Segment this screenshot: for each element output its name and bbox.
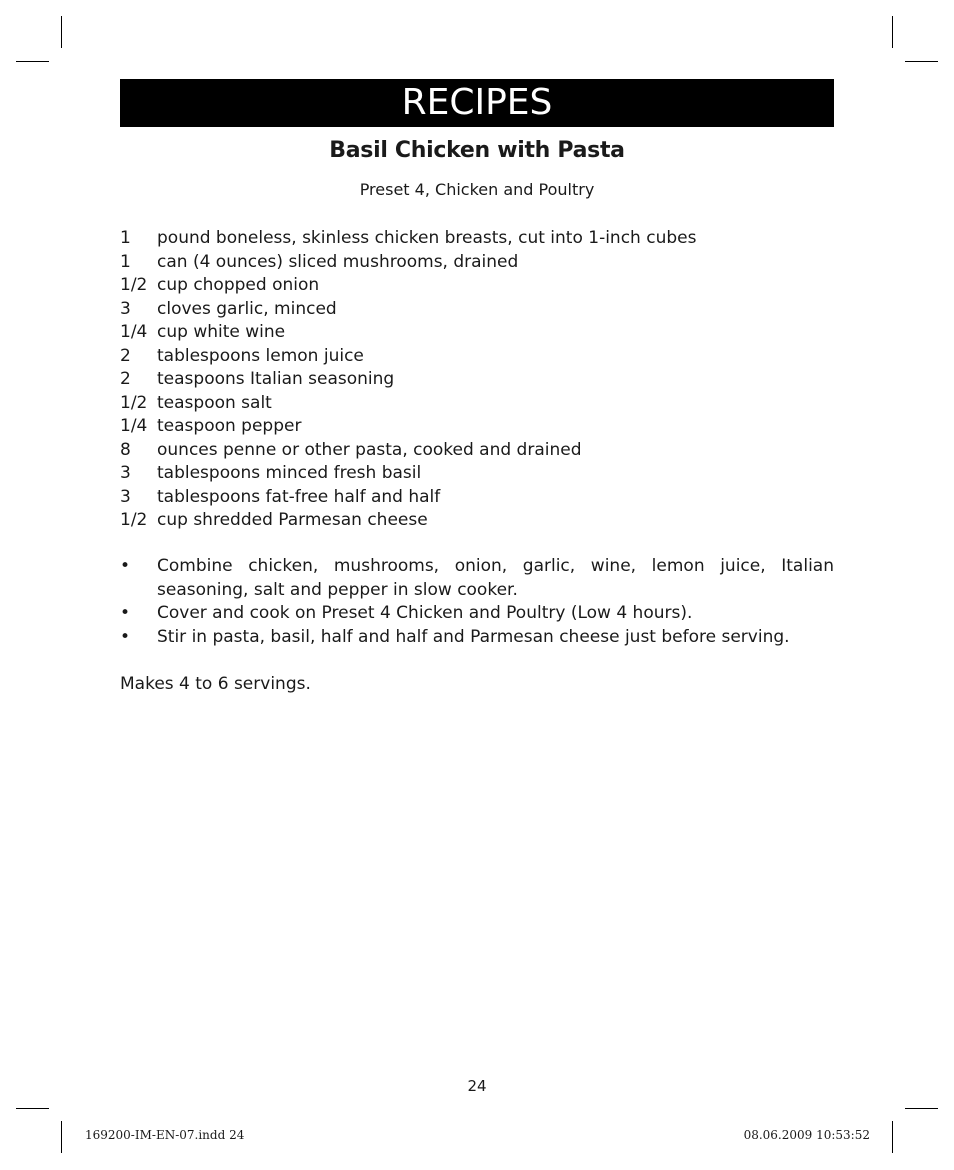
- ingredient-text: tablespoons minced fresh basil: [157, 463, 422, 483]
- ingredient-quantity: 3: [120, 486, 131, 507]
- bullet-icon: •: [120, 556, 131, 576]
- crop-mark-bottom-left-vertical: [61, 1121, 62, 1153]
- crop-mark-bottom-left-horizontal: [16, 1108, 49, 1109]
- ingredient-quantity: 1/4: [120, 416, 148, 436]
- ingredient-row: [120, 368, 834, 392]
- ingredient-row: [120, 392, 834, 416]
- recipes-banner: RECIPES: [120, 79, 834, 127]
- instruction-item: [120, 555, 834, 602]
- ingredient-row: [120, 345, 834, 369]
- ingredient-quantity: 1/2: [120, 510, 148, 530]
- crop-mark-top-left-vertical: [61, 16, 62, 48]
- ingredient-text: cup chopped onion: [157, 275, 320, 295]
- print-file-slug: 169200-IM-EN-07.indd 24: [85, 1128, 245, 1142]
- ingredient-quantity: 8: [120, 439, 131, 460]
- ingredient-quantity: 3: [120, 298, 131, 319]
- ingredient-quantity: 3: [120, 463, 131, 483]
- servings-yield: Makes 4 to 6 servings.: [120, 674, 311, 694]
- bullet-icon: •: [120, 603, 131, 623]
- instruction-text: Stir in pasta, basil, half and half and Parmesan cheese just before serving.: [157, 626, 790, 647]
- print-timestamp: 08.06.2009 10:53:52: [743, 1128, 870, 1142]
- ingredient-row: [120, 415, 834, 439]
- instruction-item: [120, 626, 834, 650]
- crop-mark-top-left-horizontal: [16, 61, 49, 62]
- ingredient-quantity: 2: [120, 369, 131, 389]
- ingredient-quantity: 1/2: [120, 275, 148, 295]
- ingredient-text: cloves garlic, minced: [157, 298, 337, 319]
- ingredient-text: ounces penne or other pasta, cooked and drained: [157, 439, 582, 460]
- crop-mark-bottom-right-horizontal: [905, 1108, 938, 1109]
- instruction-item: [120, 602, 834, 626]
- recipe-title: Basil Chicken with Pasta: [329, 138, 625, 163]
- ingredient-row: [120, 462, 834, 486]
- ingredient-text: cup shredded Parmesan cheese: [157, 510, 428, 530]
- ingredient-list: [120, 227, 834, 533]
- ingredient-text: can (4 ounces) sliced mushrooms, drained: [157, 251, 519, 272]
- ingredient-text: teaspoon salt: [157, 392, 272, 413]
- ingredient-text: cup white wine: [157, 322, 286, 342]
- ingredient-row: [120, 298, 834, 322]
- ingredient-text: pound boneless, skinless chicken breasts, cut into 1-inch cubes: [157, 228, 697, 248]
- instruction-list: [120, 555, 834, 649]
- ingredient-row: [120, 486, 834, 510]
- recipe-subtitle: Preset 4, Chicken and Poultry: [359, 180, 595, 199]
- ingredient-text: teaspoons Italian seasoning: [157, 369, 395, 389]
- instruction-text: Combine chicken, mushrooms, onion, garlic, wine, lemon juice, Italian seasoning, salt and pepper in slow cooker.: [157, 556, 834, 600]
- ingredient-quantity: 1/4: [120, 322, 148, 342]
- ingredient-quantity: 1: [120, 251, 131, 272]
- ingredient-quantity: 2: [120, 345, 131, 366]
- crop-mark-top-right-horizontal: [905, 61, 938, 62]
- ingredient-row: [120, 509, 834, 533]
- ingredient-quantity: 1: [120, 228, 131, 248]
- ingredient-row: [120, 227, 834, 251]
- ingredient-row: [120, 251, 834, 275]
- ingredient-row: [120, 274, 834, 298]
- page-number: 24: [467, 1077, 487, 1095]
- ingredient-row: [120, 321, 834, 345]
- instruction-text: Cover and cook on Preset 4 Chicken and Poultry (Low 4 hours).: [157, 603, 693, 623]
- ingredient-text: teaspoon pepper: [157, 416, 302, 436]
- crop-mark-top-right-vertical: [892, 16, 893, 48]
- ingredient-quantity: 1/2: [120, 392, 148, 413]
- ingredient-text: tablespoons lemon juice: [157, 345, 364, 366]
- ingredient-text: tablespoons fat-free half and half: [157, 486, 441, 507]
- crop-mark-bottom-right-vertical: [892, 1121, 893, 1153]
- ingredient-row: [120, 439, 834, 463]
- bullet-icon: •: [120, 626, 131, 647]
